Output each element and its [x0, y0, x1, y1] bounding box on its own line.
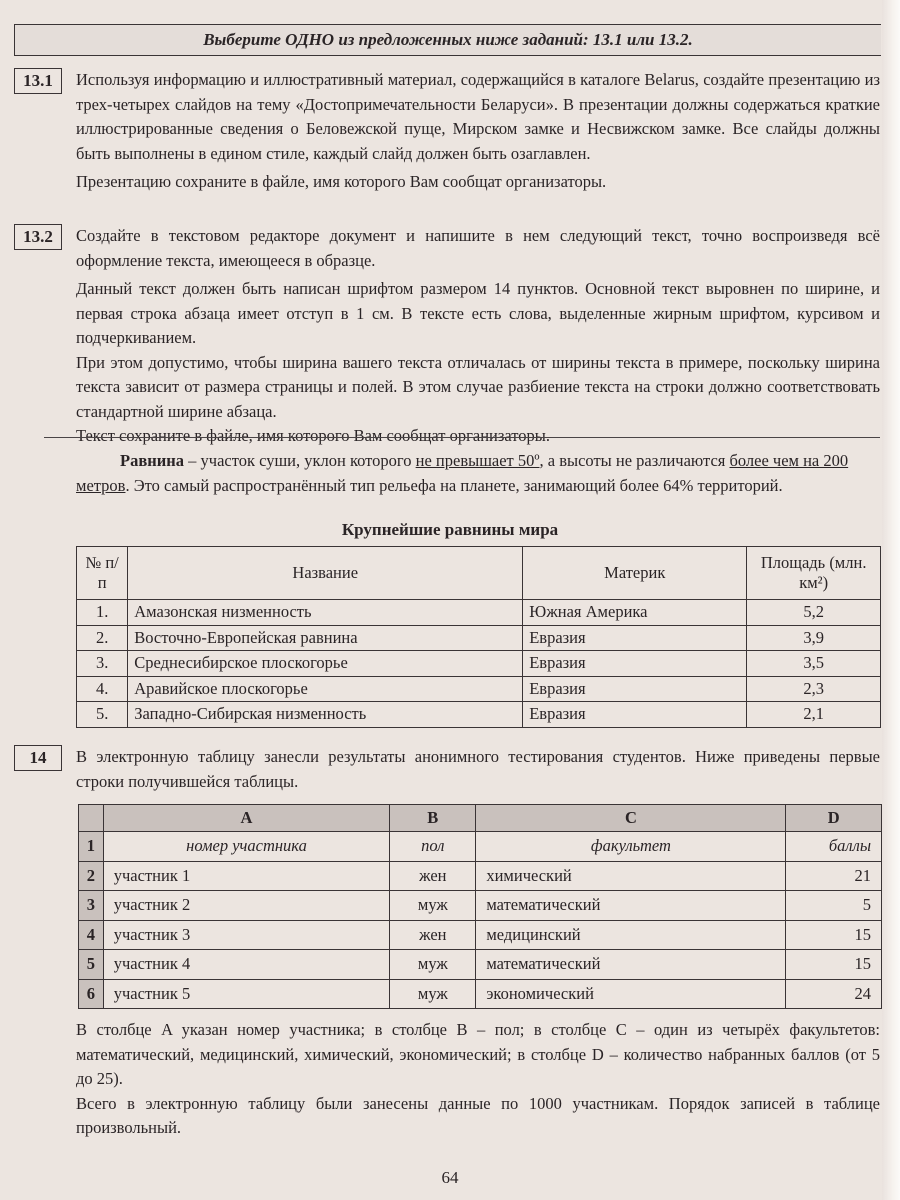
task-number-13-2: 13.2 — [14, 224, 62, 250]
task-13-2-para3: Текст сохраните в файле, имя которого Вам сообщат организаторы. — [76, 426, 551, 445]
plains-table-header — [77, 547, 881, 600]
row-number: 2 — [79, 861, 104, 891]
cell-b: муж — [390, 950, 476, 980]
cell-name: Аравийское плоскогорье — [128, 676, 523, 702]
task-number-14: 14 — [14, 745, 62, 771]
row-number: 1 — [79, 832, 104, 862]
table-row — [77, 600, 881, 626]
cell-continent: Евразия — [523, 651, 747, 677]
cell-c: математический — [476, 950, 786, 980]
spreadsheet-row — [79, 861, 882, 891]
sample-text-3: . Это самый распространённый тип рельефа на планете, занимающий более 64% территорий. — [125, 475, 783, 495]
column-header-row — [79, 805, 882, 832]
task-13-1-save-note: Презентацию сохраните в файле, имя которого Вам сообщат организаторы. — [76, 172, 607, 191]
cell-num: 5. — [77, 702, 128, 728]
cell-a: участник 4 — [103, 950, 390, 980]
cell-b: жен — [390, 920, 476, 950]
spreadsheet-row — [79, 979, 882, 1009]
sample-underlined-2: более чем на 200 метров — [76, 451, 849, 495]
column-header-b: B — [390, 805, 476, 832]
cell-c: медицинский — [476, 920, 786, 950]
task-13-2-body — [76, 224, 880, 449]
cell-name: Амазонская низменность — [128, 600, 523, 626]
cell-name: Западно-Сибирская низменность — [128, 702, 523, 728]
row-number: 3 — [79, 891, 104, 921]
column-header-a: A — [103, 805, 390, 832]
row-number: 6 — [79, 979, 104, 1009]
cell-d: 24 — [786, 979, 882, 1009]
sample-bold-term: Равнина — [120, 451, 185, 470]
sample-paragraph — [76, 449, 866, 498]
corner-cell — [79, 805, 104, 832]
cell-b: муж — [390, 891, 476, 921]
cell-continent: Евразия — [523, 676, 747, 702]
cell-continent: Евразия — [523, 625, 747, 651]
cell-b: пол — [390, 832, 476, 862]
task-14-intro: В электронную таблицу занесли результаты анонимного тестирования студентов. Ниже приведены первые строки получившейся таблицы. — [76, 747, 880, 791]
sample-underlined-1: не превышает 50º — [415, 451, 540, 470]
choose-task-text: Выберите ОДНО из предложенных ниже заданий: 13.1 или 13.2. — [203, 30, 693, 49]
column-header-c: C — [476, 805, 786, 832]
header-name: Название — [128, 547, 523, 600]
plains-table — [76, 546, 881, 728]
spreadsheet-row — [79, 920, 882, 950]
cell-c: химический — [476, 861, 786, 891]
header-num: № п/п — [77, 547, 128, 600]
cell-d: 15 — [786, 950, 882, 980]
table-row — [77, 651, 881, 677]
cell-c: экономический — [476, 979, 786, 1009]
cell-a: участник 1 — [103, 861, 390, 891]
row-number: 4 — [79, 920, 104, 950]
cell-area: 2,3 — [747, 676, 881, 702]
cell-num: 2. — [77, 625, 128, 651]
cell-area: 3,9 — [747, 625, 881, 651]
cell-area: 3,5 — [747, 651, 881, 677]
cell-num: 3. — [77, 651, 128, 677]
cell-d: 5 — [786, 891, 882, 921]
cell-d: 21 — [786, 861, 882, 891]
task-13-1-body — [76, 68, 880, 195]
spreadsheet-row — [79, 950, 882, 980]
task-13-2-intro: Создайте в текстовом редакторе документ и напишите в нем следующий текст, точно воспроизведя всё оформление текста, имеющееся в образце. — [76, 226, 880, 270]
cell-a: участник 3 — [103, 920, 390, 950]
cell-c: факультет — [476, 832, 786, 862]
separator-rule — [44, 437, 880, 438]
cell-a: номер участника — [103, 832, 390, 862]
cell-num: 4. — [77, 676, 128, 702]
sample-text-1: – участок суши, уклон которого — [184, 451, 416, 470]
choose-task-banner — [14, 24, 881, 56]
spreadsheet-table — [78, 804, 882, 1009]
spreadsheet-row — [79, 891, 882, 921]
task-14-para2: Всего в электронную таблицу были занесены данные по 1000 участникам. Порядок записей в таблице произвольный. — [76, 1093, 880, 1137]
page-edge — [882, 0, 900, 1200]
cell-area: 5,2 — [747, 600, 881, 626]
cell-d: 15 — [786, 920, 882, 950]
task-number-13-1: 13.1 — [14, 68, 62, 94]
task-13-2-para1: Данный текст должен быть написан шрифтом размером 14 пунктов. Основной текст выровнен по ширине, и первая строка абзаца имеет отступ в 1 см. В тексте есть слова, выделенные жирным шрифтом, курсивом и подчеркиванием. — [76, 279, 880, 347]
table-caption: Крупнейшие равнины мира — [341, 520, 559, 539]
sample-text-2: , а высоты не различаются — [539, 451, 730, 470]
cell-name: Восточно-Европейская равнина — [128, 625, 523, 651]
cell-name: Среднесибирское плоскогорье — [128, 651, 523, 677]
cell-c: математический — [476, 891, 786, 921]
cell-area: 2,1 — [747, 702, 881, 728]
cell-b: жен — [390, 861, 476, 891]
cell-num: 1. — [77, 600, 128, 626]
header-area: Площадь (млн. км²) — [747, 547, 881, 600]
task-13-2-para2: При этом допустимо, чтобы ширина вашего текста отличалась от ширины текста в примере, поскольку ширина текста зависит от размера страницы и полей. В этом случае разбиение текста на строки должно соответствовать стандартной ширине абзаца. — [76, 352, 880, 421]
cell-a: участник 5 — [103, 979, 390, 1009]
cell-b: муж — [390, 979, 476, 1009]
column-header-d: D — [786, 805, 882, 832]
task-14-para1: В столбце A указан номер участника; в столбце B – пол; в столбце C – один из четырёх факультетов: математический, медицинский, химический, экономический; в столбце D – количество набранных баллов (от 5 до 25). — [76, 1020, 880, 1088]
task-13-1-text: Используя информацию и иллюстративный материал, содержащийся в каталоге Belarus, создайте презентацию из трех-четырех слайдов на тему «Достопримечательности Беларуси». В презентации должны содержаться краткие иллюстрированные сведения о Беловежской пуще, Мирском замке и Несвижском замке. Все слайды должны быть выполнены в едином стиле, каждый слайд должен быть озаглавлен. — [76, 70, 880, 163]
cell-continent: Южная Америка — [523, 600, 747, 626]
cell-a: участник 2 — [103, 891, 390, 921]
cell-d: баллы — [786, 832, 882, 862]
cell-continent: Евразия — [523, 702, 747, 728]
table-row — [77, 702, 881, 728]
page-number: 64 — [441, 1168, 459, 1187]
table-row — [77, 676, 881, 702]
table-row — [77, 625, 881, 651]
row-number: 5 — [79, 950, 104, 980]
header-continent: Материк — [523, 547, 747, 600]
task-14-description — [76, 1018, 880, 1141]
spreadsheet-row — [79, 832, 882, 862]
